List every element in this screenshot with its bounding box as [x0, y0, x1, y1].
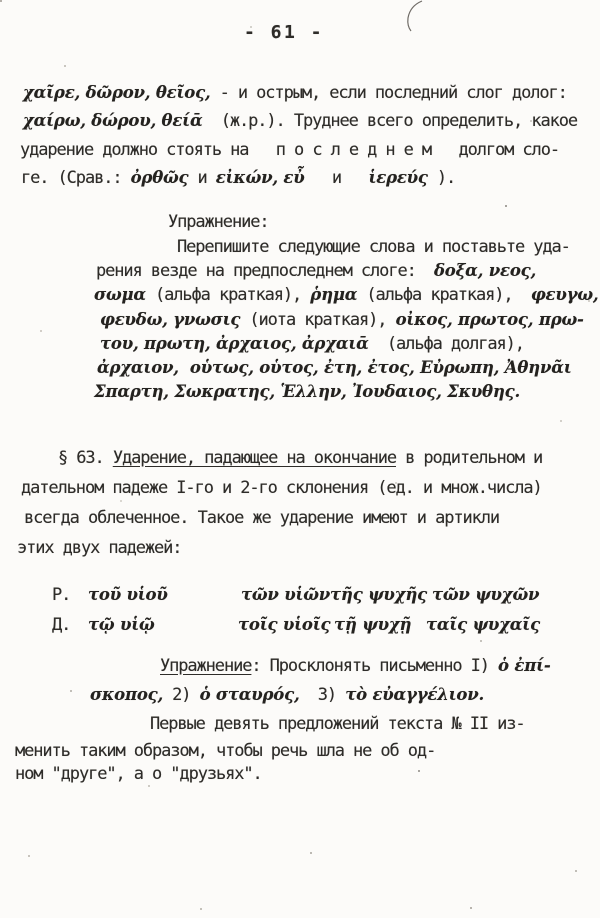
greek-words: ῥημα: [310, 285, 358, 304]
greek-words: ὀρθῶς: [130, 168, 189, 187]
text-line: [21, 167, 455, 189]
text-line: [90, 684, 484, 706]
text-line: [100, 333, 524, 355]
text-line: [23, 110, 577, 132]
russian-text: Первые девять предложений текста № II из-: [150, 714, 525, 734]
text-line: [96, 260, 536, 282]
text-line: [160, 655, 551, 677]
russian-text: всегда облеченное. Такое же ударение имеют и артикли: [24, 508, 500, 528]
greek-words: δοξα, νεος,: [434, 261, 537, 280]
russian-text: и: [188, 168, 216, 188]
case-label: Р.: [52, 585, 71, 605]
text-line: [100, 309, 584, 331]
scan-artifact-stroke: [392, 0, 428, 34]
greek-form: ταῖς ψυχαῖς: [426, 615, 540, 634]
page-number: - 61 -: [244, 22, 325, 43]
russian-text: ге. (Срав.:: [21, 168, 131, 188]
greek-words: ἀρχαιον, οὑτως, οὑτος, ἐτη, ἐτος, Εὐρωπη, Ἀθηνᾶι: [97, 358, 572, 377]
greek-words: τὸ εὐαγγέλιον.: [345, 685, 484, 704]
greek-words: ὁ ἐπί-: [498, 656, 551, 675]
russian-text: (альфа краткая),: [357, 285, 531, 305]
russian-text: Перепишите следующие слова и поставьте уда-: [177, 237, 570, 257]
russian-text: в родительном и: [396, 448, 543, 468]
russian-text: менить таким образом, чтобы речь шла не об од-: [15, 741, 436, 761]
text-line: [23, 82, 567, 104]
text-line: [24, 507, 499, 529]
exercise-heading: Упражнение:: [168, 212, 269, 232]
greek-words: χαῖρε, δῶρον, θεῖος,: [23, 83, 211, 102]
case-label: Д.: [52, 615, 71, 635]
russian-text: (ж.р.). Труднее всего определить, какое: [202, 111, 577, 131]
greek-form: τοῦ υἱοῦ: [88, 585, 168, 604]
greek-form: τῇ ψυχῇ: [334, 615, 412, 634]
russian-text: : Просклонять письменно I): [251, 656, 499, 676]
text-line: [97, 357, 572, 379]
greek-words: ἱερεύς: [368, 168, 428, 187]
greek-words: σωμα: [94, 285, 146, 304]
russian-text: 2): [163, 685, 200, 705]
underlined-phrase: Ударение, падающее на окончание: [112, 448, 396, 468]
russian-text: ).: [427, 168, 456, 188]
russian-text: этих двух падежей:: [17, 538, 182, 558]
russian-text: ном "друге", а о "друзьях".: [15, 764, 262, 784]
text-line: [150, 713, 525, 735]
text-line: [17, 537, 181, 559]
greek-words: φευδω, γνωσις: [100, 310, 241, 329]
greek-form: τῶν ψυχῶν: [432, 585, 540, 604]
text-line: [177, 236, 570, 258]
section-number: § 63.: [58, 448, 113, 468]
greek-words: χαίρω, δώρου, θείᾱ: [23, 111, 203, 130]
greek-form: τῶν υἱῶν: [241, 585, 330, 604]
greek-words: του, πρωτη, ἀρχαιος, ἀρχαιᾱ: [100, 334, 369, 353]
russian-text: (альфа долгая),: [368, 334, 524, 354]
greek-words: εἰκών, εὖ: [215, 168, 305, 187]
russian-text: ударение должно стоять на п о с л е д н е м долгом сло-: [20, 140, 559, 160]
greek-words: ὁ σταυρός,: [199, 685, 300, 704]
text-line: [21, 477, 542, 499]
greek-words: φευγω,: [530, 285, 599, 304]
text-line: [15, 740, 435, 762]
text-line: [94, 381, 520, 403]
russian-text: и: [304, 168, 369, 188]
scan-noise-specks: [0, 0, 2, 2]
greek-form: τῷ υἱῷ: [88, 615, 155, 634]
greek-words: οἰκος, πρωτος, πρω-: [395, 310, 584, 329]
greek-form: τοῖς υἱοῖς: [238, 615, 331, 634]
greek-words: σκοπος,: [90, 685, 164, 704]
text-line: [58, 447, 542, 469]
greek-words: Σπαρτη, Σωκρατης, Ἑλλην, Ἰουδαιος, Σκυθης.: [94, 382, 521, 401]
greek-form: τῆς ψυχῆς: [330, 585, 427, 604]
text-line: [94, 284, 598, 306]
russian-text: (альфа краткая),: [145, 285, 311, 305]
russian-text: - и острым, если последний слог долог:: [210, 83, 567, 103]
text-line: [15, 763, 262, 785]
russian-text: (иота краткая),: [240, 310, 396, 330]
exercise-heading: Упражнение: [160, 656, 252, 676]
russian-text: дательном падеже I-го и 2-го склонения (ед. и множ.числа): [21, 478, 542, 498]
russian-text: 3): [299, 685, 346, 705]
text-line: [20, 139, 559, 161]
russian-text: рения везде на предпоследнем слоге:: [96, 261, 434, 281]
